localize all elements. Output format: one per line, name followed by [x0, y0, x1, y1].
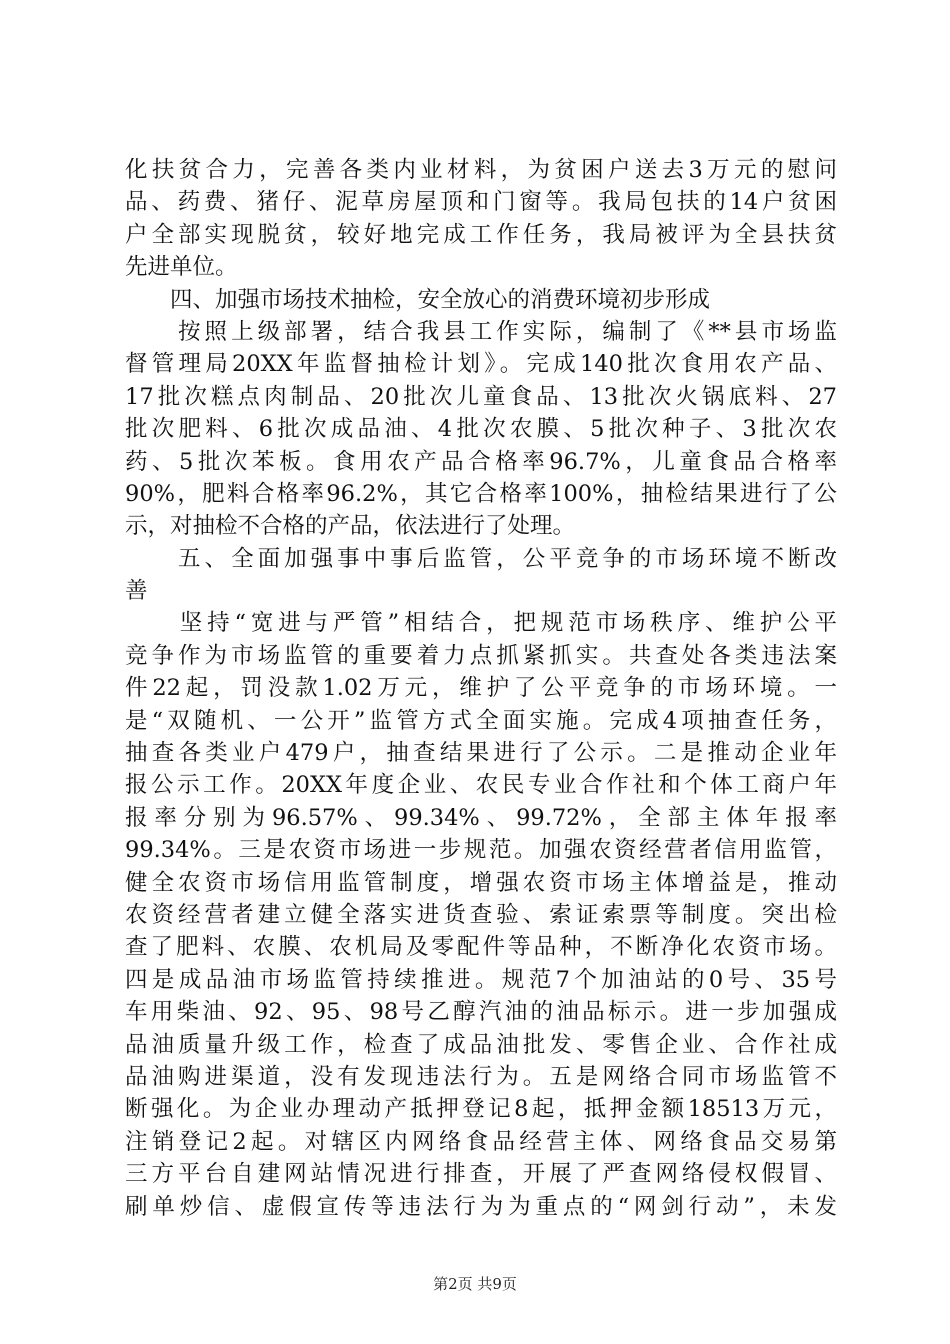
text-line: 抽查各类业户479户，抽查结果进行了公示。二是推动企业年: [125, 740, 837, 767]
text-line: 品油购进渠道，没有发现违法行为。五是网络合同市场监管不: [125, 1063, 837, 1090]
text-line: 示，对抽检不合格的产品，依法进行了处理。: [125, 513, 576, 540]
text-line: 品、药费、猪仔、泥草房屋顶和门窗等。我局包扶的14户贫困: [125, 189, 837, 216]
text-line: 按照上级部署，结合我县工作实际，编制了《**县市场监: [125, 318, 837, 345]
text-line: 报率分别为96.57%、99.34%、99.72%，全部主体年报率: [125, 804, 837, 831]
text-line: 17批次糕点肉制品、20批次儿童食品、13批次火锅底料、27: [125, 383, 837, 410]
text-line: 查了肥料、农膜、农机局及零配件等品种，不断净化农资市场。: [125, 934, 837, 961]
text-line: 品油质量升级工作，检查了成品油批发、零售企业、合作社成: [125, 1031, 837, 1058]
text-line: 注销登记2起。对辖区内网络食品经营主体、网络食品交易第: [125, 1128, 837, 1155]
body-text: [125, 154, 837, 1223]
text-line: 竞争作为市场监管的重要着力点抓紧抓实。共查处各类违法案: [125, 642, 837, 669]
text-line: 99.34%。三是农资市场进一步规范。加强农资经营者信用监管，: [125, 837, 837, 864]
text-line: 车用柴油、92、95、98号乙醇汽油的油品标示。进一步加强成: [125, 999, 837, 1026]
text-line: 刷单炒信、虚假宣传等违法行为为重点的“网剑行动”，未发: [125, 1193, 837, 1220]
text-line: 善: [125, 578, 148, 605]
text-line: 是“双随机、一公开”监管方式全面实施。完成4项抽查任务，: [125, 707, 837, 734]
text-line: 断强化。为企业办理动产抵押登记8起，抵押金额18513万元，: [125, 1096, 837, 1123]
text-line: 户全部实现脱贫，较好地完成工作任务，我局被评为全县扶贫: [125, 221, 837, 248]
text-line: 督管理局20XX年监督抽检计划》。完成140批次食用农产品、: [125, 351, 837, 378]
text-line: 药、5批次苯板。食用农产品合格率96.7%，儿童食品合格率: [125, 448, 837, 475]
text-line: 农资经营者建立健全落实进货查验、索证索票等制度。突出检: [125, 901, 837, 928]
text-line: 坚持“宽进与严管”相结合，把规范市场秩序、维护公平: [125, 610, 837, 637]
text-line: 先进单位。: [125, 254, 238, 281]
text-line: 四是成品油市场监管持续推进。规范7个加油站的0号、35号: [125, 966, 837, 993]
text-line: 件22起，罚没款1.02万元，维护了公平竞争的市场环境。一: [125, 675, 837, 702]
text-line: 四、加强市场技术抽检，安全放心的消费环境初步形成: [125, 286, 711, 313]
text-line: 化扶贫合力，完善各类内业材料，为贫困户送去3万元的慰问: [125, 157, 837, 183]
text-line: 90%，肥料合格率96.2%，其它合格率100%，抽检结果进行了公: [125, 480, 837, 507]
text-line: 报公示工作。20XX年度企业、农民专业合作社和个体工商户年: [125, 772, 837, 799]
text-line: 五、全面加强事中事后监管，公平竞争的市场环境不断改: [125, 545, 837, 572]
text-line: 健全农资市场信用监管制度，增强农资市场主体增益是，推动: [125, 869, 837, 896]
page-footer: 第2页 共9页: [433, 1275, 517, 1293]
text-line: 三方平台自建网站情况进行排查，开展了严查网络侵权假冒、: [125, 1161, 837, 1188]
text-line: 批次肥料、6批次成品油、4批次农膜、5批次种子、3批次农: [125, 416, 837, 443]
